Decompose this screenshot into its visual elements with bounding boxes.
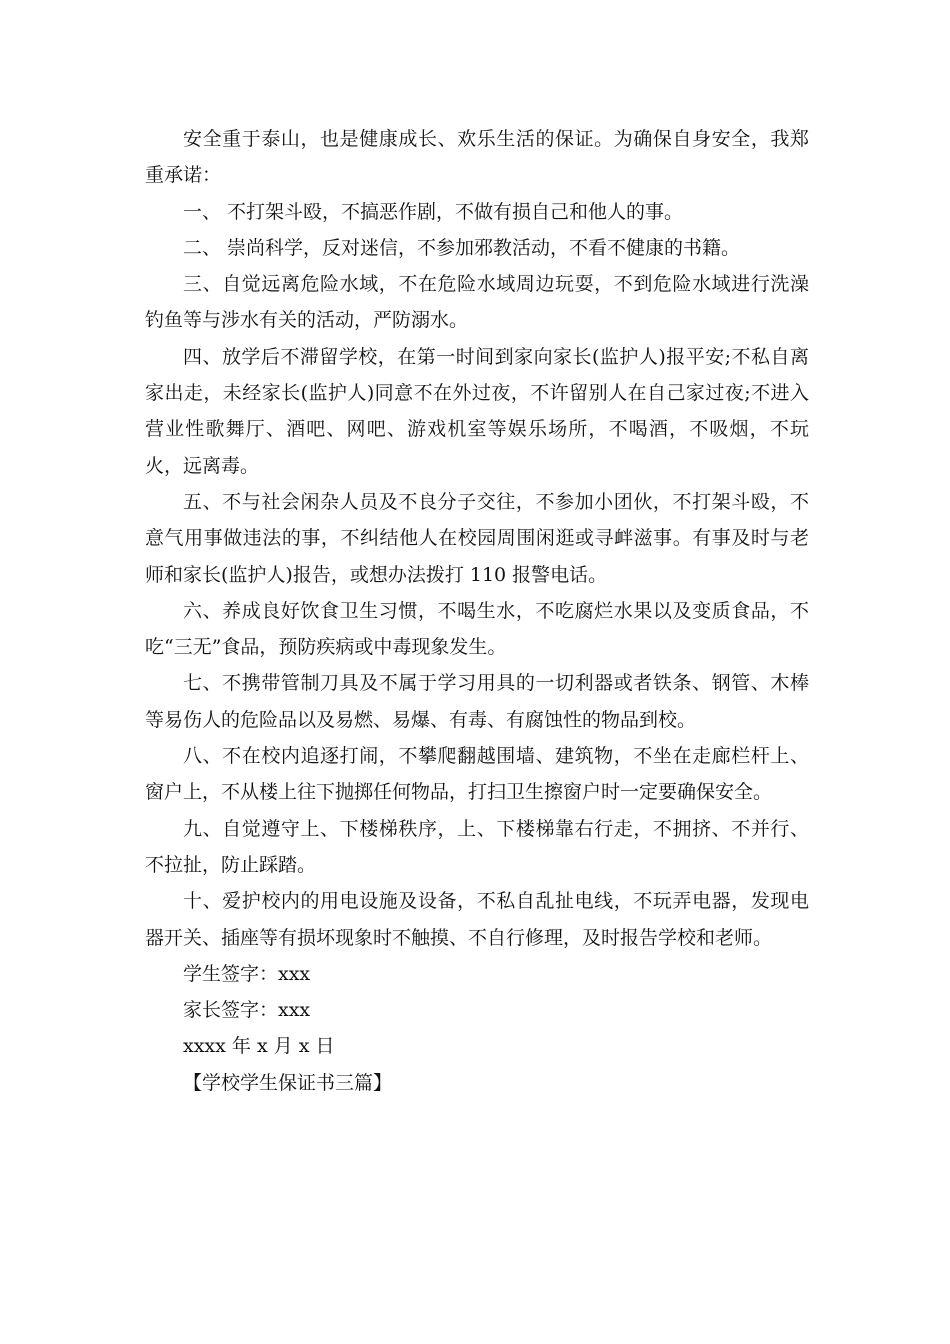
paragraph-item-9: 九、自觉遵守上、下楼梯秩序，上、下楼梯靠右行走，不拥挤、不并行、不拉扯，防止踩踏。	[145, 817, 809, 876]
paragraph-item-7: 七、不携带管制刀具及不属于学习用具的一切利器或者铁条、钢管、木棒等易伤人的危险品以及易燃、易爆、有毒、有腐蚀性的物品到校。	[145, 672, 809, 731]
paragraph-item-6: 六、养成良好饮食卫生习惯，不喝生水，不吃腐烂水果以及变质食品，不吃“三无”食品，预防疾病或中毒现象发生。	[145, 599, 809, 659]
paragraph-item-1: 一、 不打架斗殴，不搞恶作剧，不做有损自己和他人的事。	[183, 200, 684, 223]
footer-title: 【学校学生保证书三篇】	[183, 1071, 393, 1094]
document-body	[145, 121, 809, 1101]
parent-signature: 家长签字：xxx	[183, 999, 311, 1022]
paragraph-item-5: 五、不与社会闲杂人员及不良分子交往，不参加小团伙，不打架斗殴，不意气用事做违法的事，不纠结他人在校园周围闲逛或寻衅滋事。有事及时与老师和家长(监护人)报告，或想办法拨打 110 报警电话。	[145, 490, 809, 586]
paragraph-item-4: 四、放学后不滞留学校，在第一时间到家向家长(监护人)报平安;不私自离家出走，未经家长(监护人)同意不在外过夜，不许留别人在自己家过夜;不进入营业性歌舞厅、酒吧、网吧、游戏机室等娱乐场所，不喝酒，不吸烟，不玩火，远离毒。	[145, 345, 809, 477]
date-line: xxxx 年 x 月 x 日	[183, 1035, 335, 1058]
student-signature: 学生签字：xxx	[183, 962, 311, 985]
paragraph-intro: 安全重于泰山，也是健康成长、欢乐生活的保证。为确保自身安全，我郑重承诺：	[145, 128, 809, 187]
paragraph-item-8: 八、不在校内追逐打闹，不攀爬翻越围墙、建筑物，不坐在走廊栏杆上、窗户上，不从楼上往下抛掷任何物品，打扫卫生擦窗户时一定要确保安全。	[145, 745, 809, 804]
paragraph-item-10: 十、爱护校内的用电设施及设备，不私自乱扯电线，不玩弄电器，发现电器开关、插座等有损坏现象时不触摸、不自行修理，及时报告学校和老师。	[145, 890, 809, 949]
paragraph-item-3: 三、自觉远离危险水域，不在危险水域周边玩耍，不到危险水域进行洗澡钓鱼等与涉水有关的活动，严防溺水。	[145, 273, 809, 332]
paragraph-item-2: 二、 崇尚科学，反对迷信，不参加邪教活动，不看不健康的书籍。	[183, 236, 741, 259]
